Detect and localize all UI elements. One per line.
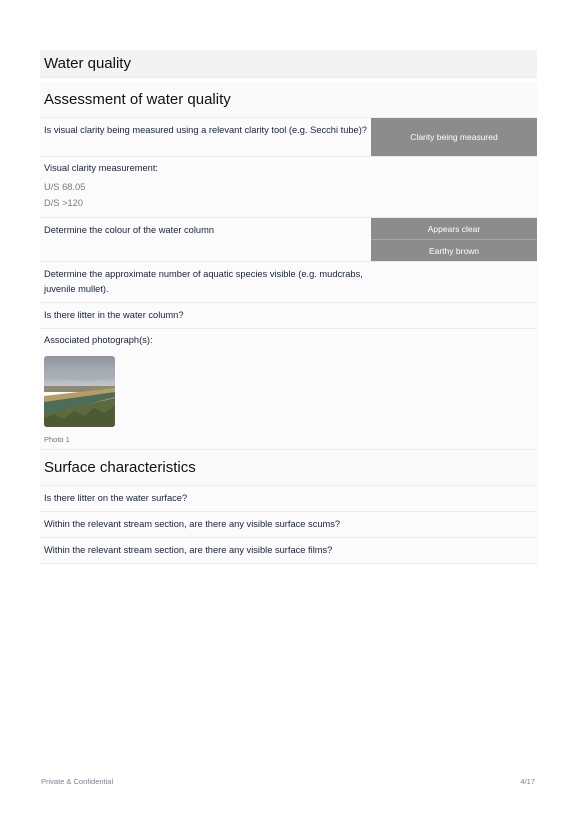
question-clarity-tool: Is visual clarity being measured using a relevant clarity tool (e.g. Secchi tube)? <box>44 125 367 135</box>
surface-title: Surface characteristics <box>40 450 537 486</box>
question-scums: Within the relevant stream section, are there any visible surface scums? <box>44 519 341 529</box>
question-species: Determine the approximate number of aquatic species visible (e.g. mudcrabs, juvenile mullet). <box>44 269 363 294</box>
answer-column <box>371 118 537 156</box>
page-number: 4/17 <box>520 777 535 786</box>
question-litter-surface: Is there litter on the water surface? <box>44 493 188 503</box>
question-row-scums <box>40 512 537 538</box>
section-title: Water quality <box>40 50 537 78</box>
answer-colour-clear: Appears clear <box>371 218 537 239</box>
photos-label: Associated photograph(s): <box>44 335 153 345</box>
question-block-clarity-measurement <box>40 157 537 218</box>
measurement-upstream: U/S 68.05 <box>44 182 86 192</box>
question-colour: Determine the colour of the water column <box>44 225 215 235</box>
question-row-clarity-tool <box>40 118 537 157</box>
assessment-title: Assessment of water quality <box>40 82 537 118</box>
question-row-species <box>40 262 537 303</box>
question-row-films <box>40 538 537 564</box>
question-row-colour <box>40 218 537 262</box>
photo-thumbnail[interactable] <box>44 356 115 427</box>
measurement-downstream: D/S >120 <box>44 198 84 208</box>
photo-caption: Photo 1 <box>44 435 70 444</box>
photo-landscape-image <box>44 356 115 427</box>
footer-confidential: Private & Confidential <box>41 777 114 786</box>
answer-colour-brown: Earthy brown <box>371 239 537 261</box>
question-clarity-measurement: Visual clarity measurement: <box>44 163 159 173</box>
question-litter-column: Is there litter in the water column? <box>44 310 184 320</box>
answer-clarity-tool: Clarity being measured <box>371 118 537 156</box>
question-row-litter-column <box>40 303 537 329</box>
answer-column <box>371 218 537 261</box>
photos-block <box>40 329 537 450</box>
question-films: Within the relevant stream section, are there any visible surface films? <box>44 545 333 555</box>
question-row-litter-surface <box>40 486 537 512</box>
report-content <box>40 50 537 564</box>
